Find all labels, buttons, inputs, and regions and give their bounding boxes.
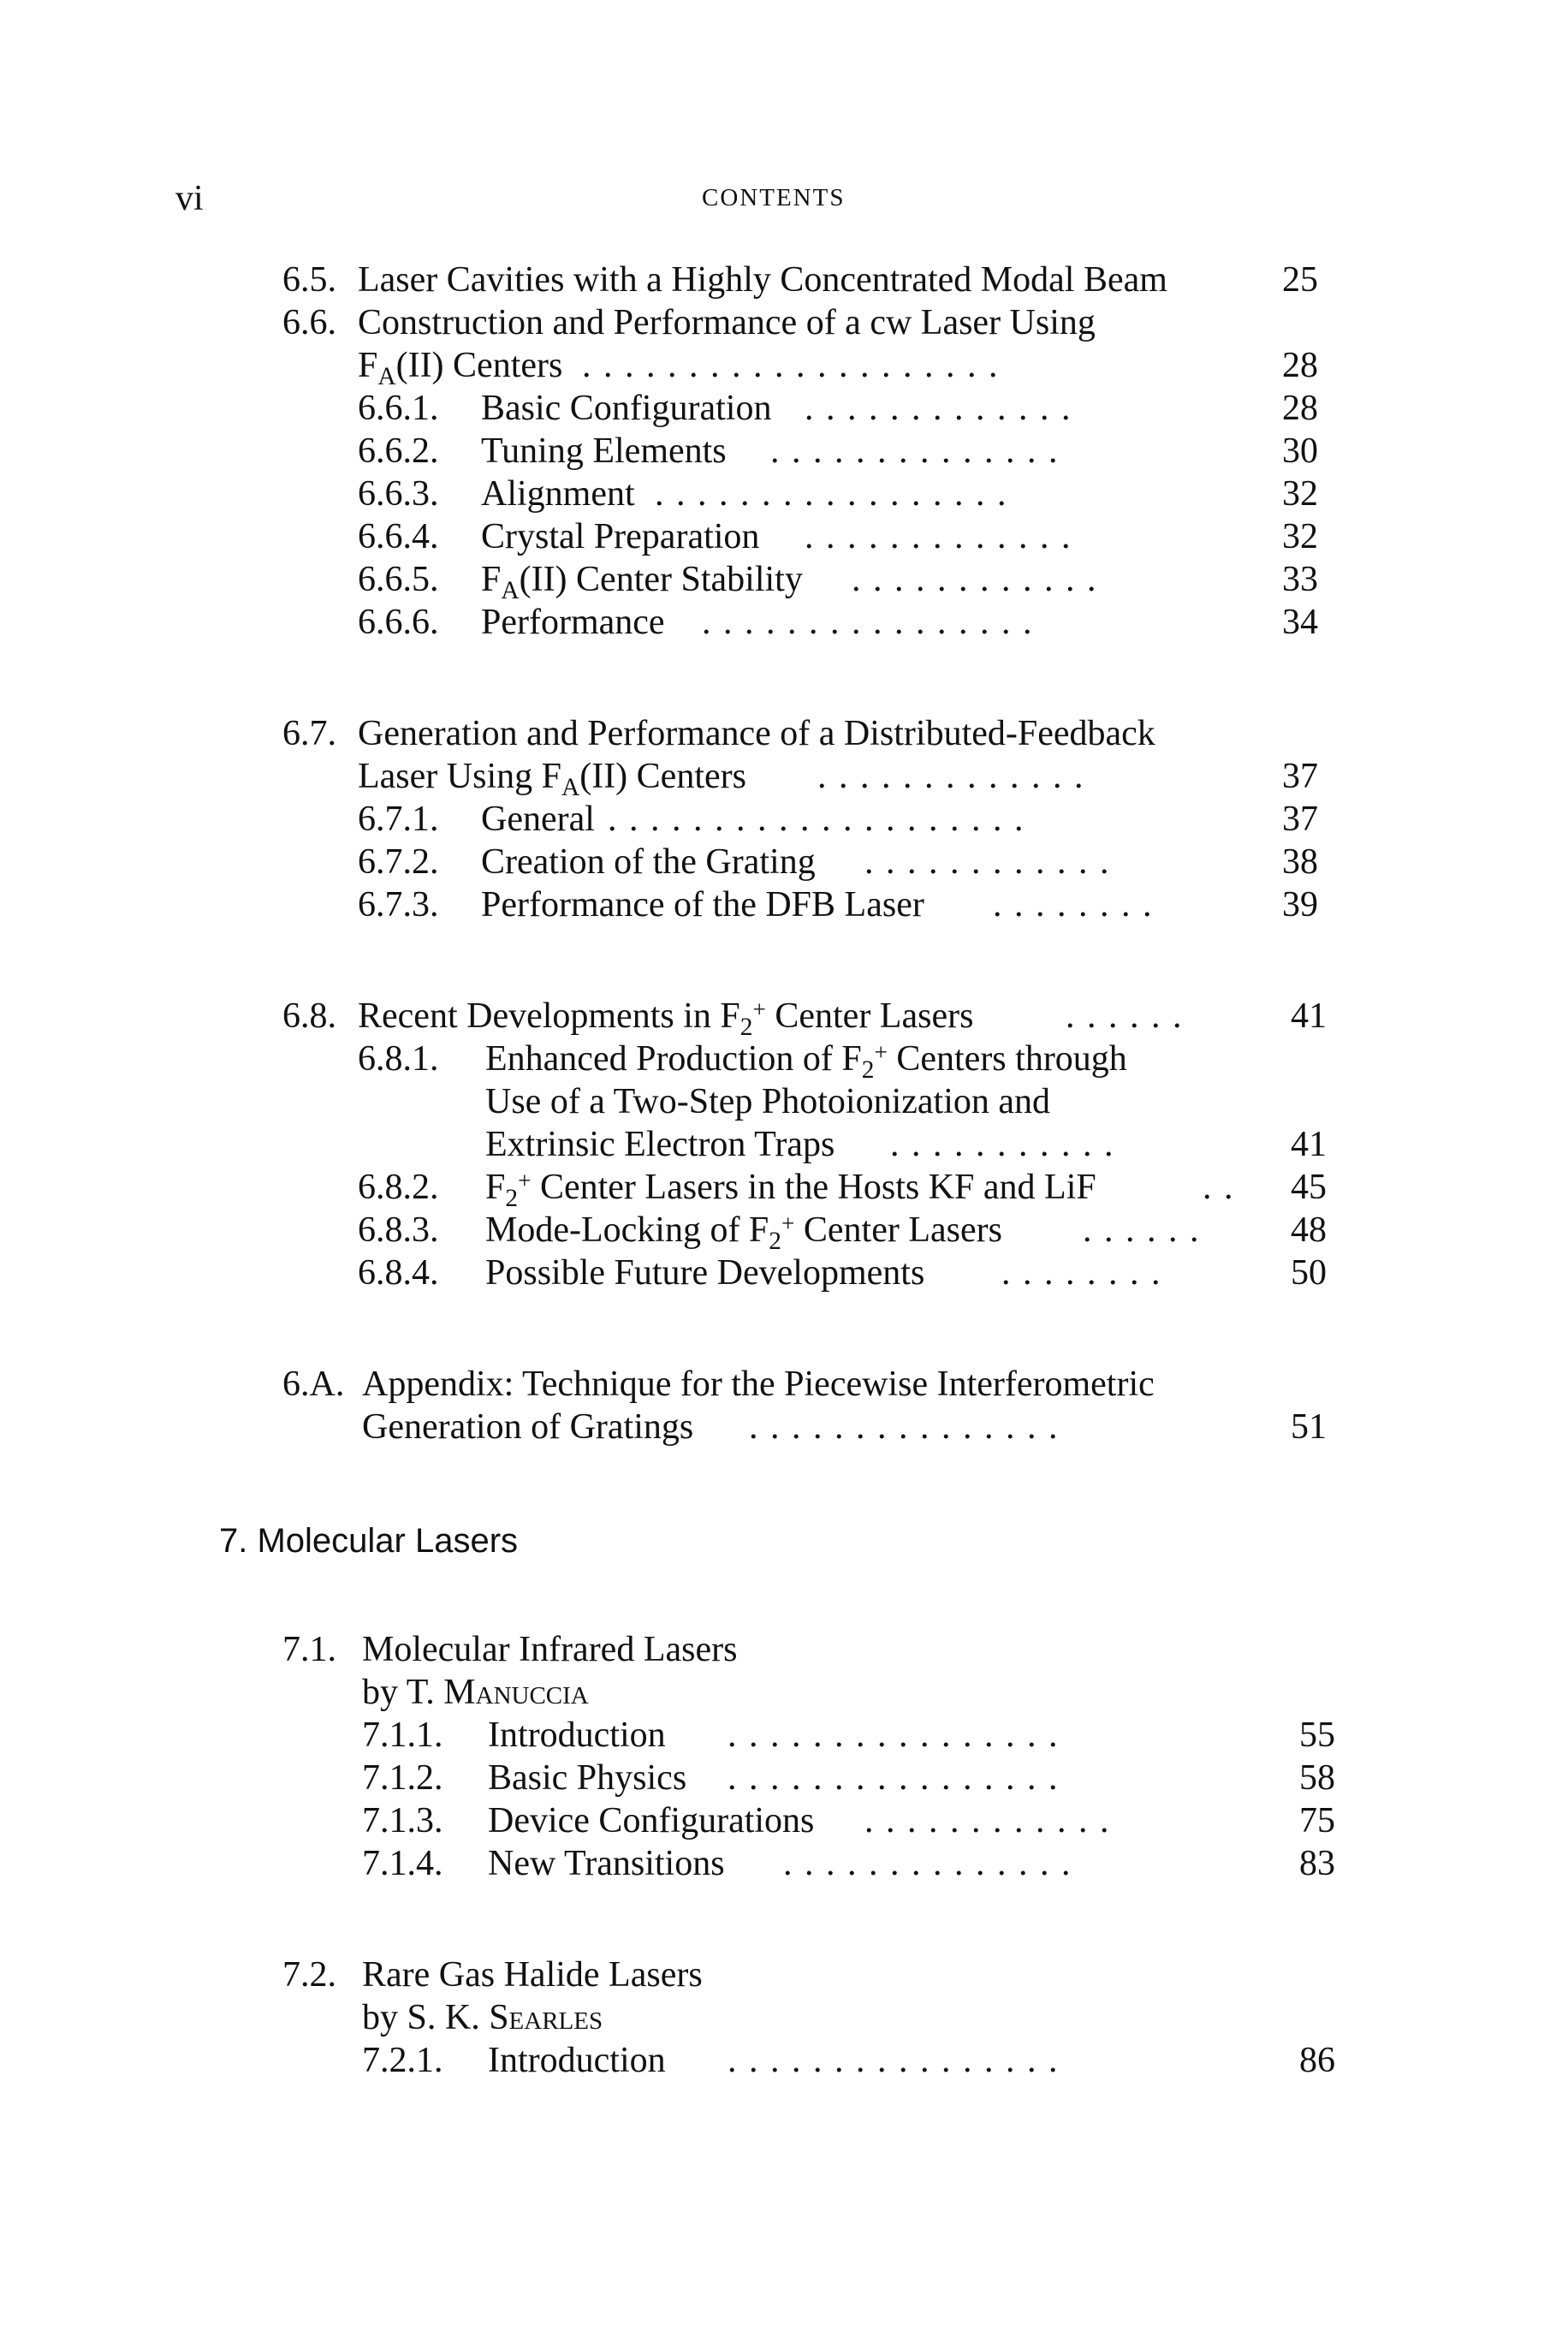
section-number: 6.7.2. [358,842,439,882]
leader-dots: . . . . . . . . . . . . [852,560,1098,599]
section-number: 6.8.2. [358,1168,439,1207]
leader-dots: . . . . . . . . . . . . . . . . [728,1758,1060,1798]
leader-dots: . . . . . . . . . . . . . [805,517,1072,556]
section-number: 7.1.2. [362,1758,443,1798]
section-title: Creation of the Grating [481,842,816,882]
section-number: 6.7. [282,714,336,753]
section-number: 6.7.1. [358,800,439,839]
page-ref: 37 [1282,800,1318,839]
page-ref: 51 [1291,1407,1327,1447]
leader-dots: . . . . . . . . . . . . [864,842,1111,882]
page-ref: 50 [1291,1253,1327,1293]
section-title-cont: $F_A(II)$ Centers [358,346,563,390]
section-number: 6.6.4. [358,517,439,556]
section-number: 7.2. [282,1955,336,1995]
toc-author-7-2 [0,1997,1568,2038]
section-title: General [481,800,595,839]
page-ref: 75 [1299,1801,1335,1840]
page-ref: 38 [1282,842,1318,882]
section-title-cont: Laser Using $F_A(II)$ Centers [358,757,746,801]
section-number: 7.1.4. [362,1844,443,1883]
section-title: Performance of the DFB Laser [481,885,924,925]
leader-dots: . . . . . . . . . . . . . [817,757,1085,796]
section-title: Basic Physics [488,1758,687,1798]
section-title: Basic Configuration [481,389,772,428]
page-ref: 32 [1282,474,1318,514]
page-ref: 25 [1282,260,1318,300]
toc-entry-6-A-cont[interactable] [0,1406,1568,1448]
author-line: by T. Manuccia [362,1673,589,1712]
toc-entry-7-1[interactable] [0,1629,1568,1670]
toc-entry-6-6-5[interactable] [0,559,1568,604]
toc-entry-6-8[interactable] [0,996,1568,1041]
toc-entry-6-8-1-cont[interactable] [0,1081,1568,1122]
toc-entry-6-6-2[interactable] [0,431,1568,472]
section-number: 6.8.3. [358,1210,439,1250]
leader-dots: . . . . . . . . . . . . . . . . [728,2041,1060,2080]
toc-entry-7-1-4[interactable] [0,1843,1568,1884]
running-header: CONTENTS [702,184,846,211]
section-number: 6.6.6. [358,603,439,642]
section-title: Molecular Infrared Lasers [362,1630,738,1669]
section-title: New Transitions [488,1844,725,1883]
toc-entry-6-6-6[interactable] [0,602,1568,643]
toc-entry-6-8-1[interactable] [0,1038,1568,1084]
toc-entry-7-2[interactable] [0,1954,1568,1995]
page-ref: 37 [1282,757,1318,796]
section-number: 6.6.5. [358,560,439,599]
section-number: 6.7.3. [358,885,439,925]
leader-dots: . . [1203,1168,1235,1207]
toc-entry-6-7[interactable] [0,713,1568,754]
section-title: Tuning Elements [481,431,727,471]
toc-entry-6-7-cont[interactable] [0,756,1568,801]
leader-dots: . . . . . . . . . . . . . . . [749,1407,1060,1447]
leader-dots: . . . . . . . . [993,885,1154,925]
page-ref: 28 [1282,346,1318,385]
page-ref: 45 [1291,1168,1327,1207]
section-title: $F_A(II)$ Center Stability [481,560,803,604]
section-number: 6.5. [282,260,336,300]
page-ref: 34 [1282,603,1318,642]
section-title: Crystal Preparation [481,517,760,556]
leader-dots: . . . . . . [1066,996,1184,1036]
section-title: Enhanced Production of $F_2^+$ Centers through [485,1038,1127,1084]
page-ref: 39 [1282,885,1318,925]
section-title-cont: Generation of Gratings [362,1407,694,1447]
section-number: 6.6.3. [358,474,439,514]
section-number: 7.1.3. [362,1801,443,1840]
section-title: Alignment [481,474,635,514]
toc-entry-6-8-1-cont2[interactable] [0,1124,1568,1165]
section-title-cont: Extrinsic Electron Traps [485,1125,835,1164]
section-title: Recent Developments in $F_2^+$ Center Lasers [358,996,974,1041]
section-title: Performance [481,603,665,642]
leader-dots: . . . . . . . . . . . . . . . . [702,603,1034,642]
leader-dots: . . . . . . . . [1001,1253,1162,1293]
page-number: vi [175,179,204,218]
section-number: 7.1.1. [362,1716,443,1755]
section-title-cont: Use of a Two-Step Photoionization and [485,1082,1051,1121]
toc-entry-6-6-4[interactable] [0,516,1568,557]
section-title: Introduction [488,2041,666,2080]
section-title: Generation and Performance of a Distributed-Feedback [358,714,1155,753]
section-number: 6.6.2. [358,431,439,471]
page-ref: 41 [1291,996,1327,1036]
toc-entry-6-6[interactable] [0,302,1568,343]
section-title: Rare Gas Halide Lasers [362,1955,703,1995]
section-number: 6.8.4. [358,1253,439,1293]
toc-entry-6-5[interactable] [0,259,1568,300]
leader-dots: . . . . . . . . . . . . . . . . . [655,474,1008,514]
section-title: Introduction [488,1716,666,1755]
section-title: Laser Cavities with a Highly Concentrated Modal Beam [358,260,1167,300]
chapter-heading[interactable]: 7. Molecular Lasers [219,1522,519,1560]
page-ref: 28 [1282,389,1318,428]
leader-dots: . . . . . . . . . . . . . [805,389,1072,428]
page-ref: 83 [1299,1844,1335,1883]
toc-author-7-1 [0,1672,1568,1713]
page-ref: 55 [1299,1716,1335,1755]
section-title: Mode-Locking of $F_2^+$ Center Lasers [485,1210,1002,1255]
page-ref: 48 [1291,1210,1327,1250]
page-ref: 41 [1291,1125,1327,1164]
section-number: 7.1. [282,1630,336,1669]
toc-entry-6-8-4[interactable] [0,1252,1568,1293]
author-line: by S. K. Searles [362,1998,603,2037]
leader-dots: . . . . . . . . . . . . [864,1801,1111,1840]
section-number: 6.8.1. [358,1039,439,1079]
section-number: 6.6. [282,303,336,342]
section-title: $F_2^+$ Center Lasers in the Hosts KF and LiF [485,1167,1096,1212]
leader-dots: . . . . . . . . . . . . . . . . [728,1716,1060,1755]
section-title: Possible Future Developments [485,1253,925,1293]
toc-entry-7-1-2[interactable] [0,1757,1568,1799]
toc-entry-6-7-1[interactable] [0,799,1568,840]
toc-entry-6-7-2[interactable] [0,841,1568,883]
leader-dots: . . . . . . . . . . . . . . . . . . . . [608,800,1025,839]
section-number: 6.8. [282,996,336,1036]
toc-entry-6-6-1[interactable] [0,388,1568,429]
page-ref: 86 [1299,2041,1335,2080]
leader-dots: . . . . . . . . . . . . . . . . . . . . [582,346,1000,385]
section-number: 7.2.1. [362,2041,443,2080]
section-title: Appendix: Technique for the Piecewise Interferometric [362,1365,1155,1404]
toc-entry-6-6-cont[interactable] [0,345,1568,390]
toc-entry-6-7-3[interactable] [0,884,1568,925]
section-number: 6.A. [282,1365,345,1404]
toc-entry-6-A[interactable] [0,1364,1568,1405]
section-number: 6.6.1. [358,389,439,428]
page-ref: 32 [1282,517,1318,556]
section-title: Device Configurations [488,1801,815,1840]
toc-entry-6-6-3[interactable] [0,473,1568,514]
toc-entry-6-8-3[interactable] [0,1210,1568,1255]
page-ref: 30 [1282,431,1318,471]
page-ref: 58 [1299,1758,1335,1798]
leader-dots: . . . . . . . . . . . [890,1125,1115,1164]
leader-dots: . . . . . . . . . . . . . . [770,431,1060,471]
toc-entry-7-1-3[interactable] [0,1800,1568,1841]
leader-dots: . . . . . . [1083,1210,1201,1250]
section-title: Construction and Performance of a cw Laser Using [358,303,1096,342]
toc-entry-7-2-1[interactable] [0,2040,1568,2081]
toc-entry-7-1-1[interactable] [0,1715,1568,1756]
page-ref: 33 [1282,560,1318,599]
leader-dots: . . . . . . . . . . . . . . [783,1844,1072,1883]
toc-entry-6-8-2[interactable] [0,1167,1568,1212]
